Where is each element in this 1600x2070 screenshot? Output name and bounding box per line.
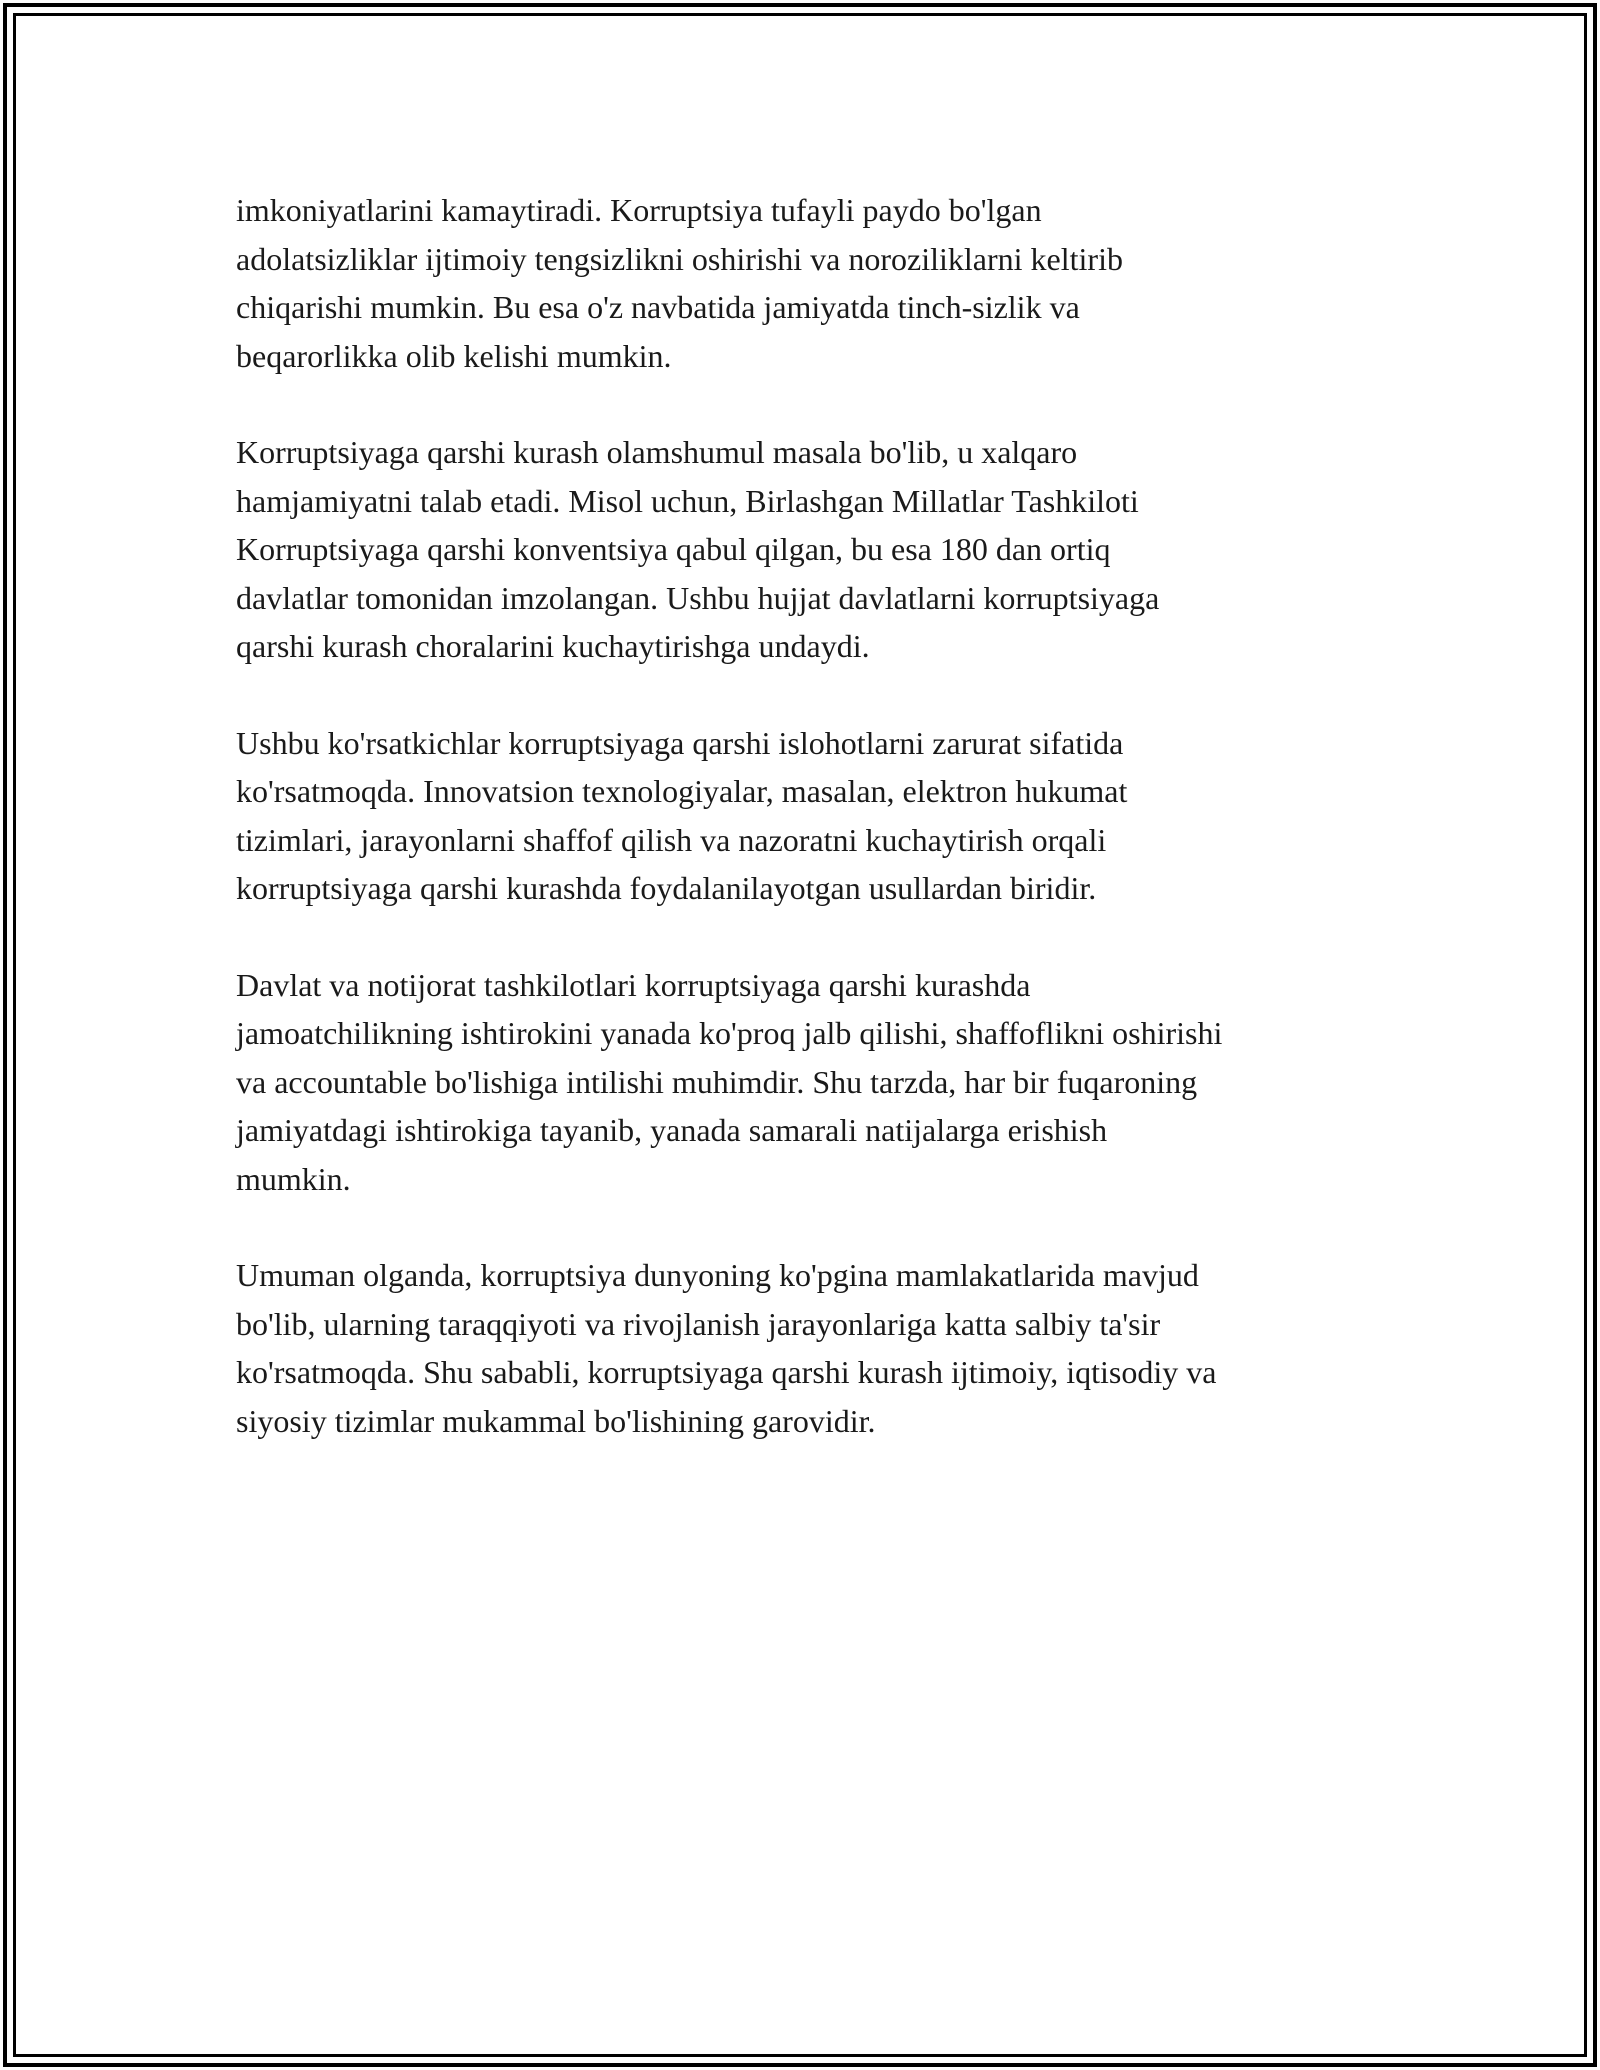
text-line: Umuman olganda, korruptsiya dunyoning ko'pgina mamlakatlarida mavjud — [236, 1257, 1199, 1293]
text-line: siyosiy tizimlar mukammal bo'lishining garovidir. — [236, 1402, 876, 1439]
text-line: qarshi kurash choralarini kuchaytirishga undaydi. — [236, 628, 870, 664]
text-line: Korruptsiyaga qarshi kurash olamshumul masala bo'lib, u xalqaro — [236, 434, 1078, 470]
text-line: bo'lib, ularning taraqqiyoti va rivojlanish jarayonlariga katta salbiy ta'sir — [236, 1305, 1161, 1342]
text-line: Korruptsiyaga qarshi konventsiya qabul qilgan, bu esa 180 dan ortiq — [236, 531, 1111, 567]
text-line: ko'rsatmoqda. Innovatsion texnologiyalar, masalan, elektron hukumat — [236, 773, 1128, 809]
text-line: Davlat va notijorat tashkilotlari korruptsiyaga qarshi kurashda — [236, 966, 1031, 1003]
text-line: hamjamiyatni talab etadi. Misol uchun, Birlashgan Millatlar Tashkiloti — [236, 482, 1139, 519]
document-body — [236, 186, 1386, 1493]
text-line: adolatsizliklar ijtimoiy tengsizlikni oshirishi va noroziliklarni keltirib — [236, 240, 1123, 277]
paragraph-3 — [236, 719, 1386, 913]
text-line: Ushbu ko'rsatkichlar korruptsiyaga qarshi islohotlarni zarurat sifatida — [236, 724, 1124, 761]
text-line: va accountable bo'lishiga intilishi muhimdir. Shu tarzda, har bir fuqaroning — [236, 1063, 1198, 1100]
paragraph-1 — [236, 186, 1386, 380]
text-line: beqarorlikka olib kelishi mumkin. — [236, 337, 672, 374]
text-line: korruptsiyaga qarshi kurashda foydalanilayotgan usullardan biridir. — [236, 870, 1097, 906]
text-line: davlatlar tomonidan imzolangan. Ushbu hujjat davlatlarni korruptsiyaga — [236, 579, 1160, 616]
paragraph-4 — [236, 961, 1386, 1204]
text-line: ko'rsatmoqda. Shu sababli, korruptsiyaga qarshi kurash ijtimoiy, iqtisodiy va — [236, 1354, 1217, 1390]
text-line: jamiyatdagi ishtirokiga tayanib, yanada samarali natijalarga erishish — [236, 1112, 1108, 1148]
text-line: mumkin. — [236, 1160, 351, 1197]
paragraph-2 — [236, 428, 1386, 671]
text-line: imkoniyatlarini kamaytiradi. Korruptsiya tufayli paydo bo'lgan — [236, 192, 1042, 228]
paragraph-5 — [236, 1251, 1386, 1445]
text-line: chiqarishi mumkin. Bu esa o'z navbatida jamiyatda tinch-sizlik va — [236, 289, 1080, 325]
text-line: jamoatchilikning ishtirokini yanada ko'proq jalb qilishi, shaffoflikni oshirishi — [236, 1015, 1223, 1051]
text-line: tizimlari, jarayonlarni shaffof qilish va nazoratni kuchaytirish orqali — [236, 821, 1107, 858]
